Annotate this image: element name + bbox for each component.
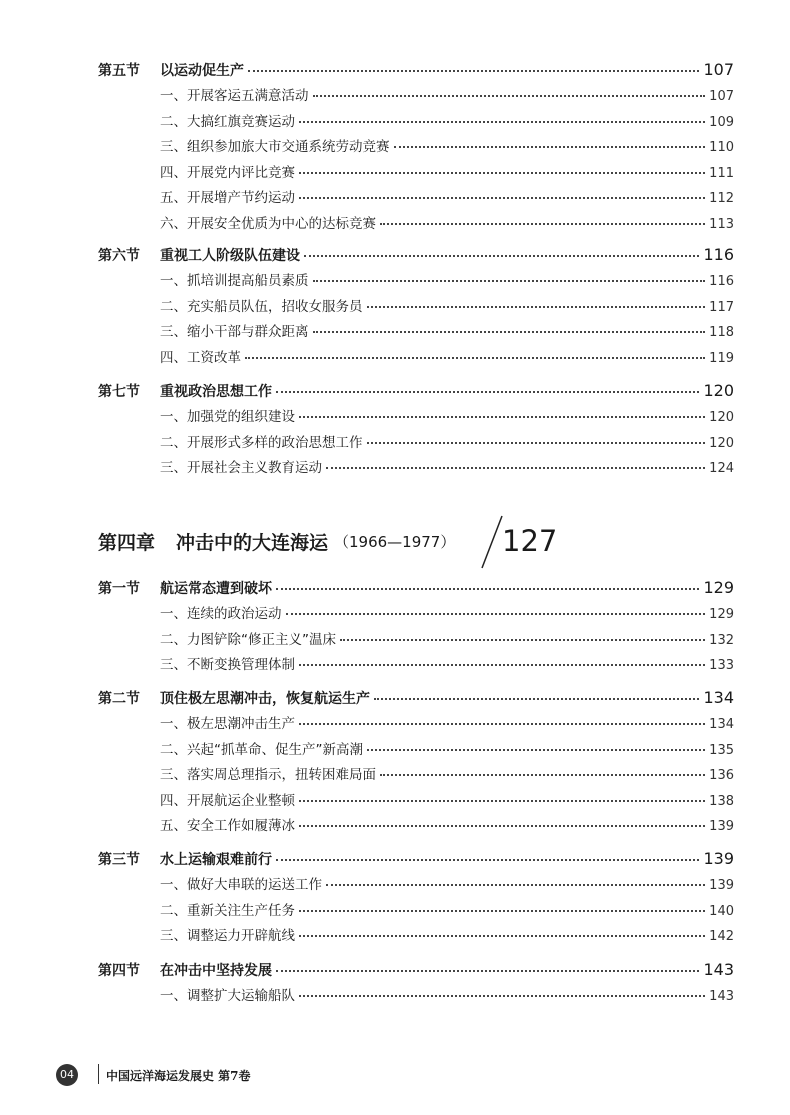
page-number: 135 — [709, 742, 734, 758]
section-heading[interactable] — [98, 578, 734, 602]
toc-section-c4-2 — [98, 688, 734, 840]
toc-item[interactable] — [98, 269, 734, 295]
page-number: 107 — [709, 89, 734, 104]
page-number: 113 — [709, 216, 734, 232]
page-number: 118 — [709, 325, 734, 340]
dot-leader — [367, 748, 705, 751]
dot-leader — [276, 587, 699, 590]
toc-item[interactable] — [98, 789, 734, 815]
item-label: 三、落实周总理指示，扭转困难局面 — [160, 767, 376, 783]
page-number: 124 — [709, 461, 734, 476]
section-title: 顶住极左思潮冲击，恢复航运生产 — [160, 691, 370, 707]
page-number: 140 — [709, 903, 734, 919]
section-heading[interactable] — [98, 381, 734, 405]
toc-section-c4-3 — [98, 849, 734, 950]
page-number: 120 — [709, 435, 734, 451]
toc-item[interactable] — [98, 873, 734, 899]
page-number: 116 — [703, 245, 734, 264]
toc-item[interactable] — [98, 814, 734, 840]
toc-item[interactable] — [98, 405, 734, 431]
item-label: 三、组织参加旅大市交通系统劳动竞赛 — [160, 139, 390, 155]
page-number: 143 — [709, 989, 734, 1004]
item-label: 二、充实船员队伍，招收女服务员 — [160, 298, 363, 315]
page-number: 129 — [703, 578, 734, 597]
slash-divider-icon — [480, 514, 504, 570]
item-label: 二、大搞红旗竞赛运动 — [160, 113, 295, 130]
section-title: 水上运输艰难前行 — [160, 852, 272, 868]
item-label: 二、开展形式多样的政治思想工作 — [160, 434, 363, 451]
page-number: 119 — [709, 350, 734, 366]
page-number: 116 — [709, 274, 734, 289]
page-number: 117 — [709, 299, 734, 315]
item-label: 三、调整运力开辟航线 — [160, 928, 295, 944]
toc-item[interactable] — [98, 186, 734, 212]
toc-item[interactable] — [98, 899, 734, 925]
section-number: 第六节 — [98, 248, 140, 264]
chapter-page-number: 127 — [502, 524, 558, 558]
toc-item[interactable] — [98, 212, 734, 238]
toc-item[interactable] — [98, 346, 734, 372]
section-number: 第二节 — [98, 691, 140, 707]
item-label: 五、安全工作如履薄冰 — [160, 818, 295, 834]
item-label: 一、极左思潮冲击生产 — [160, 716, 295, 732]
dot-leader — [276, 390, 699, 393]
page-number: 143 — [703, 960, 734, 979]
section-title: 航运常态遭到破坏 — [160, 581, 272, 597]
toc-item[interactable] — [98, 602, 734, 628]
item-label: 四、开展航运企业整顿 — [160, 792, 295, 809]
dot-leader — [245, 356, 705, 359]
chapter-number: 第四章 — [98, 532, 156, 554]
item-label: 一、做好大串联的运送工作 — [160, 877, 322, 893]
item-label: 一、调整扩大运输船队 — [160, 988, 295, 1004]
dot-leader — [313, 279, 706, 282]
toc-item[interactable] — [98, 984, 734, 1010]
toc-section-c4-1 — [98, 578, 734, 679]
footer-page-number: 04 — [56, 1064, 78, 1086]
dot-leader — [299, 120, 705, 123]
dot-leader — [374, 697, 699, 700]
dot-leader — [299, 663, 705, 666]
item-label: 三、缩小干部与群众距离 — [160, 324, 309, 340]
dot-leader — [380, 773, 705, 776]
toc-item[interactable] — [98, 628, 734, 654]
page-number: 139 — [709, 819, 734, 834]
page-number: 107 — [703, 60, 734, 79]
dot-leader — [304, 254, 699, 257]
toc-item[interactable] — [98, 738, 734, 764]
section-heading[interactable] — [98, 688, 734, 712]
page-number: 120 — [709, 410, 734, 425]
toc-item[interactable] — [98, 924, 734, 950]
dot-leader — [299, 171, 705, 174]
page-number: 136 — [709, 768, 734, 783]
page-number: 139 — [709, 878, 734, 893]
dot-leader — [313, 330, 706, 333]
dot-leader — [248, 69, 699, 72]
item-label: 二、兴起“抓革命、促生产”新高潮 — [160, 741, 363, 758]
page-footer — [56, 1062, 356, 1090]
section-number: 第七节 — [98, 384, 140, 400]
toc-item[interactable] — [98, 431, 734, 457]
item-label: 四、开展党内评比竞赛 — [160, 164, 295, 181]
toc-item[interactable] — [98, 295, 734, 321]
toc-section-7 — [98, 381, 734, 482]
dot-leader — [299, 196, 705, 199]
toc-item[interactable] — [98, 320, 734, 346]
item-label: 四、工资改革 — [160, 349, 241, 366]
dot-leader — [367, 441, 706, 444]
footer-divider — [98, 1064, 99, 1084]
toc-item[interactable] — [98, 712, 734, 738]
page-number: 133 — [709, 658, 734, 673]
dot-leader — [299, 909, 705, 912]
section-title: 以运动促生产 — [160, 63, 244, 79]
chapter-heading[interactable] — [98, 514, 658, 574]
dot-leader — [340, 638, 705, 641]
dot-leader — [299, 722, 705, 725]
toc-section-6 — [98, 245, 734, 371]
item-label: 二、力图铲除“修正主义”温床 — [160, 631, 336, 648]
item-label: 一、连续的政治运动 — [160, 606, 282, 622]
page-number: 139 — [703, 849, 734, 868]
dot-leader — [299, 799, 705, 802]
dot-leader — [394, 145, 706, 148]
dot-leader — [276, 858, 699, 861]
page-number: 110 — [709, 140, 734, 155]
page-number: 132 — [709, 632, 734, 648]
dot-leader — [367, 305, 706, 308]
item-label: 二、重新关注生产任务 — [160, 902, 295, 919]
dot-leader — [276, 969, 699, 972]
item-label: 一、抓培训提高船员素质 — [160, 273, 309, 289]
page-number: 111 — [709, 165, 734, 181]
item-label: 三、不断变换管理体制 — [160, 657, 295, 673]
toc-item[interactable] — [98, 653, 734, 679]
dot-leader — [326, 883, 705, 886]
item-label: 一、开展客运五满意活动 — [160, 88, 309, 104]
toc-item[interactable] — [98, 456, 734, 482]
page-number: 134 — [703, 688, 734, 707]
item-label: 六、开展安全优质为中心的达标竞赛 — [160, 215, 376, 232]
dot-leader — [286, 612, 706, 615]
item-label: 一、加强党的组织建设 — [160, 409, 295, 425]
chapter-years: （1966—1977） — [334, 533, 456, 551]
page-number: 138 — [709, 793, 734, 809]
dot-leader — [326, 466, 705, 469]
section-heading[interactable] — [98, 849, 734, 873]
page-number: 109 — [709, 114, 734, 130]
section-number: 第四节 — [98, 963, 140, 979]
footer-book-title: 中国远洋海运发展史 第7卷 — [106, 1069, 251, 1083]
dot-leader — [313, 94, 706, 97]
toc-item[interactable] — [98, 763, 734, 789]
dot-leader — [299, 824, 705, 827]
page-number: 134 — [709, 717, 734, 732]
section-heading[interactable] — [98, 60, 734, 84]
toc-item[interactable] — [98, 110, 734, 136]
page-number: 129 — [709, 607, 734, 622]
toc-section-5 — [98, 60, 734, 237]
section-heading[interactable] — [98, 960, 734, 984]
section-title: 重视工人阶级队伍建设 — [160, 248, 300, 264]
toc-section-c4-4 — [98, 960, 734, 1010]
section-number: 第三节 — [98, 852, 140, 868]
page-number: 112 — [709, 191, 734, 206]
dot-leader — [380, 222, 705, 225]
section-title: 在冲击中坚持发展 — [160, 963, 272, 979]
toc-item[interactable] — [98, 161, 734, 187]
dot-leader — [299, 415, 705, 418]
item-label: 三、开展社会主义教育运动 — [160, 460, 322, 476]
dot-leader — [299, 934, 705, 937]
page-number: 142 — [709, 929, 734, 944]
toc-item[interactable] — [98, 135, 734, 161]
section-heading[interactable] — [98, 245, 734, 269]
page-number: 120 — [703, 381, 734, 400]
toc-item[interactable] — [98, 84, 734, 110]
chapter-title: 冲击中的大连海运 — [176, 532, 329, 554]
item-label: 五、开展增产节约运动 — [160, 190, 295, 206]
dot-leader — [299, 994, 705, 997]
section-number: 第一节 — [98, 581, 140, 597]
section-title: 重视政治思想工作 — [160, 384, 272, 400]
section-number: 第五节 — [98, 63, 140, 79]
